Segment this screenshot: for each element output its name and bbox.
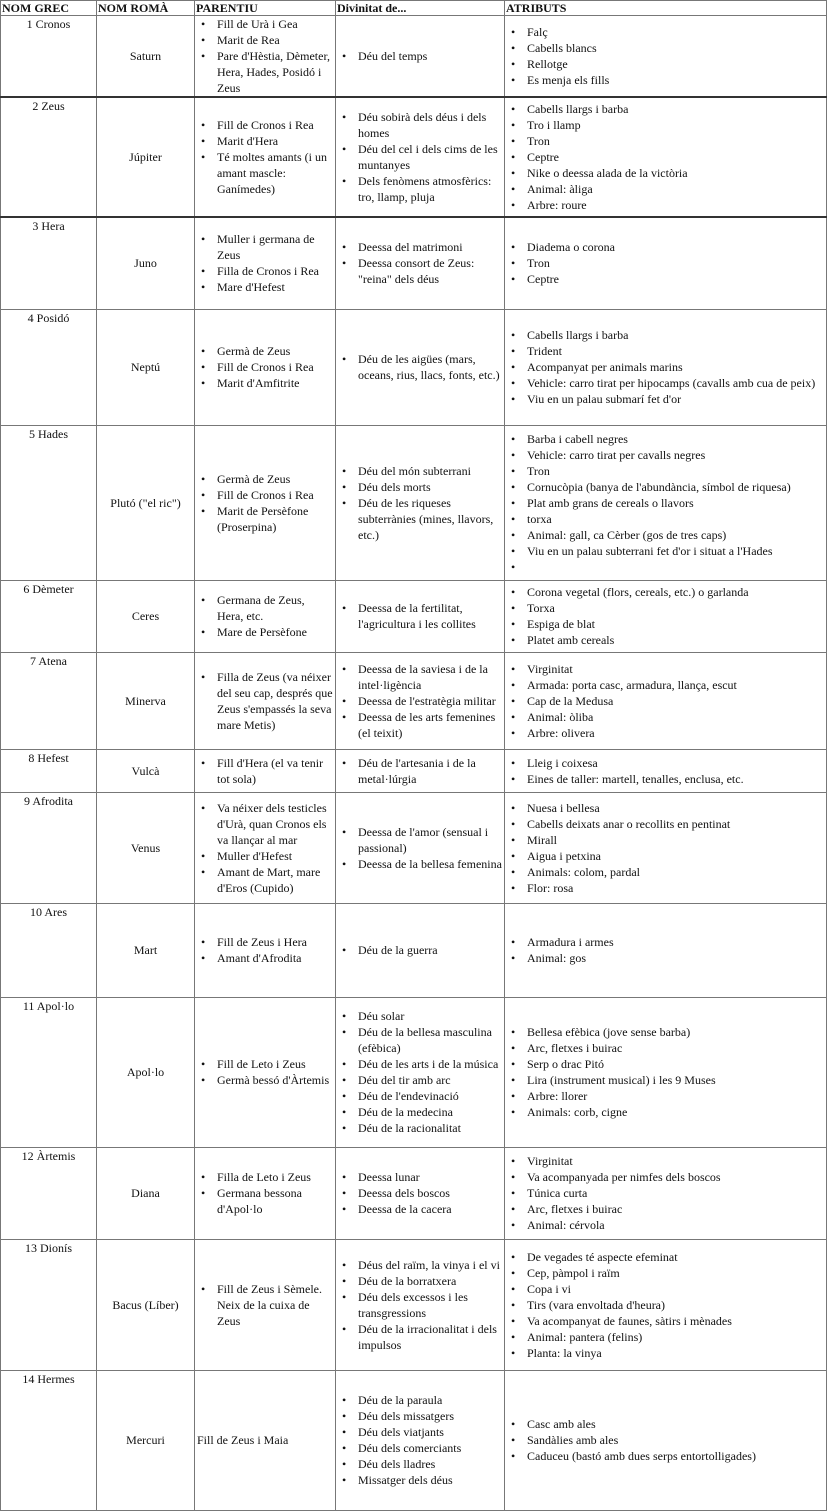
attribute-item: • Arc, fletxes i buirac (527, 1040, 824, 1056)
family-item-list (197, 343, 333, 391)
family-item: • Fill de Cronos i Rea (217, 359, 333, 375)
attribute-item: • Túnica curta (527, 1185, 824, 1201)
divinity-item: • Deessa del matrimoni (358, 239, 502, 255)
family-item: • Germana de Zeus, Hera, etc. (217, 592, 333, 624)
family-item: • Marit de Persèfone (Proserpina) (217, 503, 333, 535)
family-item: • Amant de Mart, mare d'Eros (Cupido) (217, 864, 333, 896)
family-item-list (197, 117, 333, 197)
attribute-item-list (507, 800, 824, 896)
family-item-list (197, 16, 333, 96)
attribute-item: • Platet amb cereals (527, 632, 824, 648)
divinity-item-list (338, 1392, 502, 1488)
greek-name-cell: 11 Apol·lo (1, 997, 97, 1147)
attribute-item: • Virginitat (527, 661, 824, 677)
divinity-cell (336, 652, 505, 749)
family-item-list (197, 1056, 333, 1088)
divinity-item: • Déu de la guerra (358, 942, 502, 958)
divinity-item: • Déu dels missatgers (358, 1408, 502, 1424)
attribute-item: • Animal: cérvola (527, 1217, 824, 1233)
attribute-item: • Va acompanyada per nimfes dels boscos (527, 1169, 824, 1185)
divinity-item: • Déu del temps (358, 48, 502, 64)
attribute-item: • Cap de la Medusa (527, 693, 824, 709)
family-item: • Germà bessó d'Àrtemis (217, 1072, 333, 1088)
roman-name-cell: Mercuri (97, 1370, 195, 1510)
attribute-item-list (507, 661, 824, 741)
family-item: • Pare d'Hèstia, Dèmeter, Hera, Hades, Posidó i Zeus (217, 48, 333, 96)
family-cell (195, 1147, 336, 1239)
attribute-item: • Es menja els fills (527, 72, 824, 88)
attribute-item: • Falç (527, 24, 824, 40)
attributes-cell (505, 1147, 827, 1239)
attribute-item: • Viu en un palau subterrani fet d'or i situat a l'Hades (527, 543, 824, 559)
attributes-cell (505, 1370, 827, 1510)
divinity-item: • Déu de l'artesania i de la metal·lúrgia (358, 755, 502, 787)
divinity-item: • Déu de l'endevinació (358, 1088, 502, 1104)
divinity-item: • Deessa de la bellesa femenina (358, 856, 502, 872)
attribute-item: • Animals: corb, cigne (527, 1104, 824, 1120)
divinity-cell (336, 1239, 505, 1370)
attribute-item: • Arc, fletxes i buirac (527, 1201, 824, 1217)
attribute-item: • Tro i llamp (527, 117, 824, 133)
family-item: • Filla de Cronos i Rea (217, 263, 333, 279)
attribute-item: • Lira (instrument musical) i les 9 Muses (527, 1072, 824, 1088)
attribute-item: • Animal: gall, ca Cèrber (gos de tres caps) (527, 527, 824, 543)
divinity-item: • Missatger dels déus (358, 1472, 502, 1488)
attribute-item: • Animal: àliga (527, 181, 824, 197)
attribute-item: • Nuesa i bellesa (527, 800, 824, 816)
divinity-item-list (338, 351, 502, 383)
family-item: • Mare d'Hefest (217, 279, 333, 295)
family-item-list (197, 669, 333, 733)
roman-name-cell: Bacus (Líber) (97, 1239, 195, 1370)
family-item-list (197, 592, 333, 640)
divinity-cell (336, 217, 505, 309)
divinity-item-list (338, 1257, 502, 1353)
divinity-item: • Deessa de l'amor (sensual i passional) (358, 824, 502, 856)
family-item: • Té moltes amants (i un amant mascle: Ganímedes) (217, 149, 333, 197)
attribute-item: • Vehicle: carro tirat per hipocamps (cavalls amb cua de peix) (527, 375, 824, 391)
attribute-item: • Armada: porta casc, armadura, llança, escut (527, 677, 824, 693)
header-attributes: ATRIBUTS (505, 1, 827, 16)
attribute-item: • Cabells blancs (527, 40, 824, 56)
greek-name-cell: 9 Afrodita (1, 792, 97, 903)
divinity-cell (336, 425, 505, 580)
attribute-item: • Cabells llargs i barba (527, 327, 824, 343)
divinity-item-list (338, 824, 502, 872)
family-cell (195, 16, 336, 98)
attributes-cell (505, 580, 827, 652)
divinity-cell (336, 580, 505, 652)
table-row (1, 309, 827, 425)
divinity-item: • Déu del món subterrani (358, 463, 502, 479)
greek-name-cell: 1 Cronos (1, 16, 97, 98)
roman-name-cell: Minerva (97, 652, 195, 749)
attribute-item: • Virginitat (527, 1153, 824, 1169)
table-row (1, 652, 827, 749)
attribute-item: • Caduceu (bastó amb dues serps entortolligades) (527, 1448, 824, 1464)
family-cell (195, 425, 336, 580)
attributes-cell (505, 749, 827, 792)
attribute-item-list (507, 584, 824, 648)
attributes-cell (505, 997, 827, 1147)
divinity-item: • Dels fenòmens atmosfèrics: tro, llamp, pluja (358, 173, 502, 205)
divinity-item: • Déu de la medecina (358, 1104, 502, 1120)
divinity-item-list (338, 942, 502, 958)
divinity-cell (336, 997, 505, 1147)
family-cell (195, 97, 336, 217)
family-item-list (197, 471, 333, 535)
header-family: PARENTIU (195, 1, 336, 16)
divinity-item: • Deessa de la fertilitat, l'agricultura i les collites (358, 600, 502, 632)
attribute-item: • Cabells llargs i barba (527, 101, 824, 117)
attribute-item: • Animal: gos (527, 950, 824, 966)
attribute-item: • Copa i vi (527, 1281, 824, 1297)
attribute-item: • Arbre: olivera (527, 725, 824, 741)
table-row (1, 16, 827, 98)
header-row (1, 1, 827, 16)
divinity-item-list (338, 239, 502, 287)
divinity-item: • Déu dels morts (358, 479, 502, 495)
attributes-cell (505, 652, 827, 749)
divinity-cell (336, 1147, 505, 1239)
divinity-item: • Déu del cel i dels cims de les muntanyes (358, 141, 502, 173)
family-item: • Va néixer dels testicles d'Urà, quan Cronos els va llançar al mar (217, 800, 333, 848)
attribute-item: • Arbre: llorer (527, 1088, 824, 1104)
family-item: • Mare de Persèfone (217, 624, 333, 640)
divinity-item: • Déu sobirà dels déus i dels homes (358, 109, 502, 141)
divinity-cell (336, 16, 505, 98)
divinity-item: • Déu de les arts i de la música (358, 1056, 502, 1072)
attribute-item: • Casc amb ales (527, 1416, 824, 1432)
attribute-item: • Tron (527, 463, 824, 479)
divinity-item: • Déu de les aigües (mars, oceans, rius, llacs, fonts, etc.) (358, 351, 502, 383)
attribute-item: • Plat amb grans de cereals o llavors (527, 495, 824, 511)
attribute-item: • Ceptre (527, 149, 824, 165)
family-item: • Fill d'Hera (el va tenir tot sola) (217, 755, 333, 787)
attribute-item: • Tron (527, 255, 824, 271)
attribute-item: • Eines de taller: martell, tenalles, enclusa, etc. (527, 771, 824, 787)
attribute-item: • Viu en un palau submarí fet d'or (527, 391, 824, 407)
greek-name-cell: 14 Hermes (1, 1370, 97, 1510)
divinity-cell (336, 792, 505, 903)
divinity-item: • Deessa de les arts femenines (el teixit) (358, 709, 502, 741)
family-item: • Muller i germana de Zeus (217, 231, 333, 263)
attribute-item: • De vegades té aspecte efeminat (527, 1249, 824, 1265)
divinity-item: • Déu de les riqueses subterrànies (mines, llavors, etc.) (358, 495, 502, 543)
greek-name-cell: 13 Dionís (1, 1239, 97, 1370)
family-item: • Germà de Zeus (217, 471, 333, 487)
family-item: • Germà de Zeus (217, 343, 333, 359)
attribute-item-list (507, 1024, 824, 1120)
divinity-item: • Déu dels comerciants (358, 1440, 502, 1456)
attribute-item: • Tirs (vara envoltada d'heura) (527, 1297, 824, 1313)
attribute-item: • Animal: òliba (527, 709, 824, 725)
family-cell (195, 1239, 336, 1370)
greek-name-cell: 3 Hera (1, 217, 97, 309)
divinity-item: • Déu de la racionalitat (358, 1120, 502, 1136)
attribute-item: • Arbre: roure (527, 197, 824, 213)
greek-name-cell: 4 Posidó (1, 309, 97, 425)
attribute-item: • Cornucòpia (banya de l'abundància, símbol de riquesa) (527, 479, 824, 495)
attribute-item: • torxa (527, 511, 824, 527)
attribute-item-list (507, 431, 824, 575)
attributes-cell (505, 903, 827, 997)
divinity-item: • Déu de la bellesa masculina (efèbica) (358, 1024, 502, 1056)
table-row (1, 903, 827, 997)
attribute-item: • Bellesa efèbica (jove sense barba) (527, 1024, 824, 1040)
divinity-item: • Deessa consort de Zeus: "reina" dels déus (358, 255, 502, 287)
attribute-item: • Tron (527, 133, 824, 149)
attribute-item-list (507, 1416, 824, 1464)
divinity-item-list (338, 661, 502, 741)
roman-name-cell: Venus (97, 792, 195, 903)
greek-name-cell: 8 Hefest (1, 749, 97, 792)
family-item: • Fill de Cronos i Rea (217, 117, 333, 133)
header-divinity: Divinitat de... (336, 1, 505, 16)
attributes-cell (505, 309, 827, 425)
header-greek: NOM GREC (1, 1, 97, 16)
family-item: • Fill de Zeus i Hera (217, 934, 333, 950)
attributes-cell (505, 1239, 827, 1370)
attribute-item: • Rellotge (527, 56, 824, 72)
greek-name-cell: 6 Dèmeter (1, 580, 97, 652)
attribute-item: • Trident (527, 343, 824, 359)
divinity-item-list (338, 600, 502, 632)
roman-name-cell: Neptú (97, 309, 195, 425)
family-cell (195, 903, 336, 997)
divinity-cell (336, 749, 505, 792)
greek-name-cell: 10 Ares (1, 903, 97, 997)
family-cell (195, 792, 336, 903)
family-item: • Marit d'Amfitrite (217, 375, 333, 391)
attribute-item-list (507, 24, 824, 88)
roman-name-cell: Vulcà (97, 749, 195, 792)
divinity-item: • Deessa de l'estratègia militar (358, 693, 502, 709)
table-row (1, 1147, 827, 1239)
divinity-item: • Déu dels excessos i les transgressions (358, 1289, 502, 1321)
divinity-cell (336, 97, 505, 217)
table-row (1, 749, 827, 792)
family-item: • Marit de Rea (217, 32, 333, 48)
family-item: • Germana bessona d'Apol·lo (217, 1185, 333, 1217)
family-cell (195, 217, 336, 309)
roman-name-cell: Mart (97, 903, 195, 997)
table-row (1, 997, 827, 1147)
divinity-item-list (338, 755, 502, 787)
table-row (1, 1370, 827, 1510)
attributes-cell (505, 97, 827, 217)
table-row (1, 97, 827, 217)
attribute-item: • Nike o deessa alada de la victòria (527, 165, 824, 181)
divinity-item-list (338, 1008, 502, 1136)
attributes-cell (505, 425, 827, 580)
family-cell (195, 997, 336, 1147)
family-item-list (197, 231, 333, 295)
family-item-list (197, 1169, 333, 1217)
divinity-item: • Déu de la irracionalitat i dels impulsos (358, 1321, 502, 1353)
table-row (1, 580, 827, 652)
divinity-item: • Déu del tir amb arc (358, 1072, 502, 1088)
family-item: • Amant d'Afrodita (217, 950, 333, 966)
attributes-cell (505, 792, 827, 903)
divinity-item-list (338, 48, 502, 64)
greek-name-cell: 2 Zeus (1, 97, 97, 217)
attribute-item-list (507, 755, 824, 787)
attribute-item: • Cabells deixats anar o recollits en pentinat (527, 816, 824, 832)
family-item-list (197, 800, 333, 896)
attribute-item: • Planta: la vinya (527, 1345, 824, 1361)
attribute-item: • Va acompanyat de faunes, sàtirs i mènades (527, 1313, 824, 1329)
divinity-item: • Deessa dels boscos (358, 1185, 502, 1201)
attribute-item-list (507, 101, 824, 213)
table-row (1, 1239, 827, 1370)
divinity-cell (336, 309, 505, 425)
attribute-item-list (507, 934, 824, 966)
attribute-item: • Sandàlies amb ales (527, 1432, 824, 1448)
table-row (1, 792, 827, 903)
attribute-item (527, 559, 824, 575)
family-cell: Fill de Zeus i Maia (195, 1370, 336, 1510)
attribute-item: • Espiga de blat (527, 616, 824, 632)
table-body (1, 16, 827, 1511)
attribute-item: • Diadema o corona (527, 239, 824, 255)
attribute-item: • Lleig i coixesa (527, 755, 824, 771)
divinity-item: • Déu solar (358, 1008, 502, 1024)
family-item: • Fill de Zeus i Sèmele. Neix de la cuixa de Zeus (217, 1281, 333, 1329)
attribute-item: • Mirall (527, 832, 824, 848)
attribute-item-list (507, 239, 824, 287)
divinity-item: • Déus del raïm, la vinya i el vi (358, 1257, 502, 1273)
family-item: • Filla de Leto i Zeus (217, 1169, 333, 1185)
attribute-item: • Corona vegetal (flors, cereals, etc.) o garlanda (527, 584, 824, 600)
attribute-item-list (507, 327, 824, 407)
divinity-item: • Déu dels lladres (358, 1456, 502, 1472)
attribute-item: • Animal: pantera (felins) (527, 1329, 824, 1345)
family-item-list (197, 755, 333, 787)
attribute-item-list (507, 1153, 824, 1233)
header-roman: NOM ROMÀ (97, 1, 195, 16)
family-item-list (197, 1281, 333, 1329)
divinity-item: • Déu de la paraula (358, 1392, 502, 1408)
table-row (1, 217, 827, 309)
roman-name-cell: Júpiter (97, 97, 195, 217)
divinity-item: • Deessa lunar (358, 1169, 502, 1185)
divinity-item-list (338, 1169, 502, 1217)
family-item-list (197, 934, 333, 966)
family-cell (195, 580, 336, 652)
divinity-cell (336, 903, 505, 997)
roman-name-cell: Diana (97, 1147, 195, 1239)
family-item: • Muller d'Hefest (217, 848, 333, 864)
attribute-item: • Barba i cabell negres (527, 431, 824, 447)
attributes-cell (505, 217, 827, 309)
attribute-item: • Cep, pàmpol i raïm (527, 1265, 824, 1281)
roman-name-cell: Ceres (97, 580, 195, 652)
attribute-item: • Torxa (527, 600, 824, 616)
attribute-item: • Armadura i armes (527, 934, 824, 950)
attribute-item: • Vehicle: carro tirat per cavalls negres (527, 447, 824, 463)
family-item: • Fill de Leto i Zeus (217, 1056, 333, 1072)
family-item: • Marit d'Hera (217, 133, 333, 149)
divinity-item-list (338, 109, 502, 205)
roman-name-cell: Saturn (97, 16, 195, 98)
divinity-item: • Deessa de la cacera (358, 1201, 502, 1217)
divinity-item: • Déu dels viatjants (358, 1424, 502, 1440)
family-item: • Fill de Urà i Gea (217, 16, 333, 32)
attributes-cell (505, 16, 827, 98)
divinity-item: • Deessa de la saviesa i de la intel·ligència (358, 661, 502, 693)
family-item: • Filla de Zeus (va néixer del seu cap, després que Zeus s'empassés la seva mare Metis) (217, 669, 333, 733)
family-cell (195, 652, 336, 749)
attribute-item: • Flor: rosa (527, 880, 824, 896)
divinity-cell (336, 1370, 505, 1510)
attribute-item: • Ceptre (527, 271, 824, 287)
greek-name-cell: 12 Àrtemis (1, 1147, 97, 1239)
table-row (1, 425, 827, 580)
family-cell (195, 309, 336, 425)
greek-name-cell: 7 Atena (1, 652, 97, 749)
family-item: • Fill de Cronos i Rea (217, 487, 333, 503)
attribute-item: • Serp o drac Pitó (527, 1056, 824, 1072)
attribute-item: • Acompanyat per animals marins (527, 359, 824, 375)
divinity-item: • Déu de la borratxera (358, 1273, 502, 1289)
attribute-item-list (507, 1249, 824, 1361)
roman-name-cell: Plutó ("el ric") (97, 425, 195, 580)
roman-name-cell: Juno (97, 217, 195, 309)
attribute-item: • Aigua i petxina (527, 848, 824, 864)
attribute-item: • Animals: colom, pardal (527, 864, 824, 880)
greek-name-cell: 5 Hades (1, 425, 97, 580)
family-cell (195, 749, 336, 792)
divinity-item-list (338, 463, 502, 543)
roman-name-cell: Apol·lo (97, 997, 195, 1147)
